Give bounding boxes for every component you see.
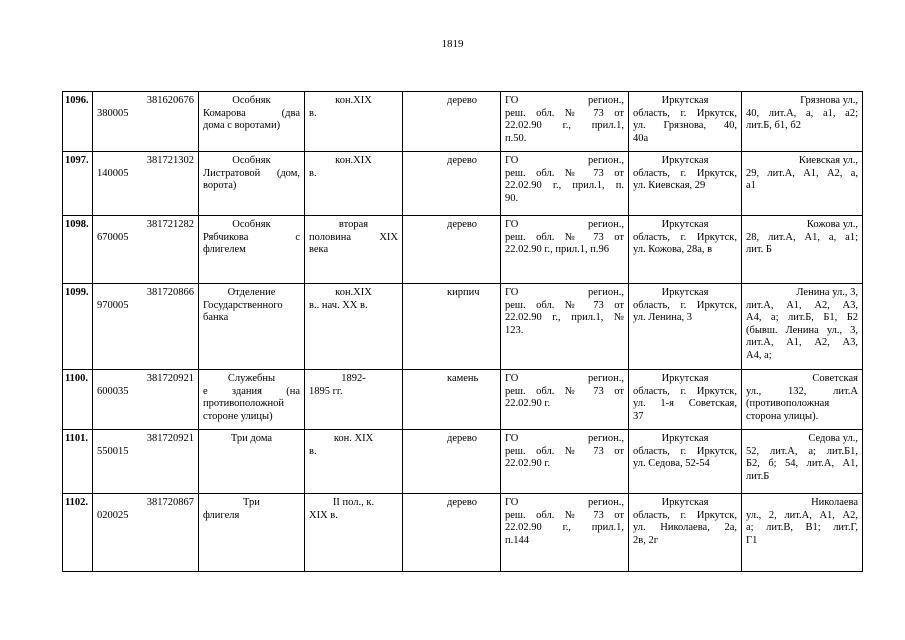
protection-document-line: 22.02.90 г., прил.1, [505, 522, 624, 533]
object-date-line: вторая [338, 219, 369, 230]
row-number: 1097. [63, 152, 93, 216]
address-details [742, 370, 863, 430]
object-material: дерево [403, 92, 501, 152]
object-name-line: Три [243, 497, 260, 508]
object-date-line: кон.XIX [335, 287, 372, 298]
row-number: 1102. [63, 494, 93, 572]
object-address-line: область, г. Иркутск, [633, 385, 737, 397]
object-date-line: кон.XIX [335, 155, 372, 166]
address-details-line: А4, а; лит.Б, Б1, Б2 [746, 312, 858, 323]
address-details-line: Киевская ул., [798, 155, 858, 166]
object-date-line: 1895 гг. [309, 385, 343, 397]
object-date-line: в. [309, 107, 317, 119]
table-row [63, 92, 863, 152]
address-details-line: лит.Б [746, 470, 770, 482]
protection-document-line: 22.02.90 г. [505, 398, 551, 409]
row-number: 1098. [63, 216, 93, 284]
table-row [63, 284, 863, 370]
table-row [63, 370, 863, 430]
object-address-line: ул. Седова, 52-54 [633, 458, 710, 469]
object-address [629, 152, 742, 216]
address-details-line: Г1 [746, 534, 758, 546]
object-name [199, 370, 305, 430]
object-address-line: Иркутская [661, 433, 709, 444]
registry-number [93, 92, 199, 152]
object-address [629, 494, 742, 572]
registry-number-part: 140005 [97, 167, 129, 179]
registry-number-part: 020025 [97, 509, 129, 521]
object-name [199, 92, 305, 152]
address-details [742, 494, 863, 572]
object-name-line: е здания (на [203, 385, 300, 397]
object-name-line: Комарова (два [203, 107, 300, 119]
table-body [63, 92, 863, 572]
object-address-line: 37 [633, 410, 644, 422]
registry-number-part: 381721282 [146, 219, 194, 230]
protection-document-line: реш. обл. № 73 от [505, 385, 624, 397]
object-name-line: Служебны [227, 373, 276, 384]
protection-document-line: 22.02.90 г., прил.1, № [505, 312, 624, 323]
object-address [629, 370, 742, 430]
address-details-line: лит.Б, б1, б2 [746, 120, 801, 131]
object-date [305, 152, 403, 216]
object-date-line: кон. XIX [333, 433, 374, 444]
registry-number-part: 380005 [97, 107, 129, 119]
object-address-line: область, г. Иркутск, [633, 107, 737, 119]
protection-document-line: 90. [505, 192, 519, 204]
object-address-line: область, г. Иркутск, [633, 231, 737, 243]
registry-number [93, 216, 199, 284]
object-address-line: 2в, 2г [633, 534, 659, 546]
address-details [742, 216, 863, 284]
protection-document-line: 22.02.90 г., прил.1, п. [505, 180, 624, 191]
object-name-line: стороне улицы) [203, 410, 273, 422]
object-date [305, 370, 403, 430]
object-name-line: флигелем [203, 244, 246, 255]
protection-document-line: реш. обл. № 73 от [505, 299, 624, 311]
protection-document-line: ГО регион., [505, 373, 624, 384]
object-address-line: область, г. Иркутск, [633, 445, 737, 457]
address-details-line: лит.А, А1, А2, А3, [746, 299, 858, 311]
object-address [629, 216, 742, 284]
row-number: 1096. [63, 92, 93, 152]
object-date [305, 494, 403, 572]
object-name-line: дома с воротами) [203, 120, 281, 131]
registry-number [93, 494, 199, 572]
object-name [199, 430, 305, 494]
object-address-line: ул. Киевская, 29 [633, 180, 706, 191]
row-number: 1099. [63, 284, 93, 370]
address-details-line: лит.А, А1, А2, А3, [746, 337, 858, 348]
object-address-line: Иркутская [661, 155, 709, 166]
object-address-line: ул. Николаева, 2а, [633, 522, 737, 533]
registry-number-part: 381721302 [146, 155, 194, 166]
object-date [305, 430, 403, 494]
protection-document-line: 22.02.90 г., прил.1, п.96 [505, 244, 609, 255]
object-address [629, 92, 742, 152]
address-details-line: 28, лит.А, А1, а, а1; [746, 231, 858, 243]
object-name-line: Государственного [203, 299, 283, 311]
address-details [742, 284, 863, 370]
row-number: 1100. [63, 370, 93, 430]
object-material: дерево [403, 216, 501, 284]
protection-document-line: ГО регион., [505, 287, 624, 298]
protection-document-line: реш. обл. № 73 от [505, 167, 624, 179]
address-details [742, 430, 863, 494]
table-row [63, 152, 863, 216]
address-details-line: ул., 2, лит.А, А1, А2, [746, 509, 858, 521]
object-name-line: Особняк [232, 219, 271, 230]
protection-document-line: ГО регион., [505, 155, 624, 166]
registry-number [93, 430, 199, 494]
address-details-line: а1 [746, 180, 756, 191]
row-number: 1101. [63, 430, 93, 494]
object-address-line: Иркутская [661, 219, 709, 230]
protection-document [501, 216, 629, 284]
object-date-line: в.. нач. XX в. [309, 299, 368, 311]
object-address [629, 284, 742, 370]
object-address-line: ул. Ленина, 3 [633, 312, 693, 323]
address-details [742, 92, 863, 152]
object-name-line: флигеля [203, 509, 240, 521]
object-address-line: область, г. Иркутск, [633, 167, 737, 179]
address-details-line: (противоположная [746, 398, 830, 409]
page-number: 1819 [441, 38, 464, 50]
registry-number [93, 152, 199, 216]
address-details-line: (бывш. Ленина ул., 3, [746, 324, 858, 336]
object-date-line: века [309, 244, 329, 255]
object-material: кирпич [403, 284, 501, 370]
registry-number-part: 381720866 [146, 287, 194, 298]
protection-document [501, 370, 629, 430]
heritage-objects-table [62, 91, 863, 572]
protection-document-line: ГО регион., [505, 433, 624, 444]
address-details-line: 29, лит.А, А1, А2, а, [746, 167, 858, 179]
protection-document [501, 152, 629, 216]
protection-document-line: 22.02.90 г. [505, 458, 551, 469]
address-details-line: Грязнова ул., [800, 95, 858, 106]
object-name [199, 284, 305, 370]
registry-number-part: 381620676 [146, 95, 194, 106]
object-date-line: кон.XIX [335, 95, 372, 106]
protection-document [501, 430, 629, 494]
object-date-line: II пол., к. [332, 497, 375, 508]
protection-document [501, 494, 629, 572]
protection-document-line: реш. обл. № 73 от [505, 445, 624, 457]
protection-document-line: п.144 [505, 534, 529, 546]
protection-document-line: ГО регион., [505, 497, 624, 508]
address-details [742, 152, 863, 216]
object-address-line: Иркутская [661, 373, 709, 384]
object-material: дерево [403, 494, 501, 572]
protection-document-line: п.50. [505, 132, 527, 144]
registry-number-part: 670005 [97, 231, 129, 243]
object-date-line: половина XIX [309, 231, 398, 243]
address-details-line: Б2, б; 54, лит.А, А1, [746, 458, 858, 469]
object-address-line: ул. Кожова, 28а, в [633, 244, 713, 255]
registry-number-part: 381720921 [146, 433, 194, 444]
object-date-line: 1892- [341, 373, 366, 384]
table-row [63, 216, 863, 284]
object-name [199, 494, 305, 572]
protection-document [501, 92, 629, 152]
registry-number [93, 284, 199, 370]
protection-document-line: реш. обл. № 73 от [505, 107, 624, 119]
object-name-line: Листратовой (дом, [203, 167, 300, 179]
address-details-line: Кожова ул., [806, 219, 858, 230]
address-details-line: сторона улицы). [746, 410, 819, 422]
address-details-line: а; лит.В, В1; лит.Г, [746, 522, 858, 533]
object-address-line: Иркутская [661, 497, 709, 508]
protection-document-line: ГО регион., [505, 95, 624, 106]
table-row [63, 494, 863, 572]
object-name-line: Особняк [232, 95, 271, 106]
object-name [199, 216, 305, 284]
address-details-line: Советская [812, 373, 858, 384]
object-material: камень [403, 370, 501, 430]
protection-document-line: реш. обл. № 73 от [505, 231, 624, 243]
address-details-line: лит. Б [746, 244, 772, 255]
address-details-line: 40, лит.А, а, а1, а2; [746, 107, 858, 119]
object-address-line: область, г. Иркутск, [633, 509, 737, 521]
address-details-line: 52, лит.А, а; лит.Б1, [746, 445, 858, 457]
object-date [305, 216, 403, 284]
protection-document-line: 22.02.90 г., прил.1, [505, 120, 624, 131]
object-address-line: Иркутская [661, 95, 709, 106]
address-details-line: Николаева [811, 497, 858, 508]
object-date [305, 92, 403, 152]
object-date-line: XIX в. [309, 509, 338, 521]
address-details-line: Ленина ул., 3, [796, 287, 858, 298]
object-date-line: в. [309, 167, 317, 179]
address-details-line: ул., 132, лит.А [746, 385, 858, 397]
object-name-line: Отделение [227, 287, 276, 298]
object-name-line: Особняк [232, 155, 271, 166]
object-name-line: Рябчикова с [203, 231, 300, 243]
object-date [305, 284, 403, 370]
object-address-line: Иркутская [661, 287, 709, 298]
registry-number-part: 600035 [97, 385, 129, 397]
registry-number [93, 370, 199, 430]
object-name-line: банка [203, 312, 229, 323]
protection-document-line: ГО регион., [505, 219, 624, 230]
registry-number-part: 381720867 [146, 497, 194, 508]
table-row [63, 430, 863, 494]
object-material: дерево [403, 152, 501, 216]
protection-document-line: 123. [505, 324, 524, 336]
address-details-line: А4, а; [746, 349, 772, 361]
registry-number-part: 550015 [97, 445, 129, 457]
object-address-line: область, г. Иркутск, [633, 299, 737, 311]
object-date-line: в. [309, 445, 317, 457]
object-material: дерево [403, 430, 501, 494]
object-address-line: ул. Грязнова, 40, [633, 120, 737, 131]
object-address [629, 430, 742, 494]
object-name-line: ворота) [203, 180, 237, 191]
object-address-line: 40а [633, 132, 649, 144]
object-name-line: Три дома [230, 433, 273, 444]
address-details-line: Седова ул., [808, 433, 858, 444]
registry-number-part: 970005 [97, 299, 129, 311]
object-address-line: ул. 1-я Советская, [633, 398, 737, 409]
object-name-line: противоположной [203, 398, 285, 409]
registry-number-part: 381720921 [146, 373, 194, 384]
protection-document [501, 284, 629, 370]
protection-document-line: реш. обл. № 73 от [505, 509, 624, 521]
object-name [199, 152, 305, 216]
